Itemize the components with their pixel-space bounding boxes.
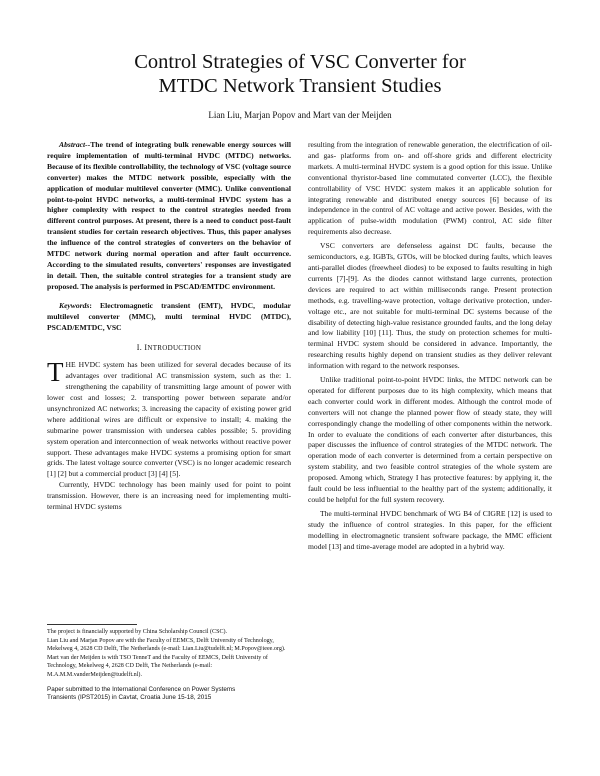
keywords-text: : Electromagnetic transient (EMT), HVDC, modular multilevel converter (MMC), multi terminal HVDC (MTDC), PSCAD/EMTDC, VSC — [47, 300, 291, 332]
footnote-divider — [47, 624, 137, 625]
right-paragraph-1: resulting from the integration of renewable generation, the electrification of oil- and gas- platforms from on- and off-shore grids and different electricity markets. A multi-terminal HVDC system is a good option for this issue. Unlike conventional thyristor-based line commutated converter (LCC), the flexible controllability of VSC HVDC system makes it an applicable solution for integrating renewable and distributed energy sources [6] because of its independence in the control of AC voltage and active power. Besides, with the application of pulse-width modulation (PWM) control, AC side filter requirements also decrease. — [308, 140, 552, 237]
section-first-letter: I — [144, 343, 148, 353]
abstract — [47, 140, 291, 293]
drop-cap: T — [47, 357, 64, 388]
intro-paragraph-1 — [47, 357, 291, 480]
abstract-text: The trend of integrating bulk renewable energy sources will require implementation of multi-terminal HVDC (MTDC) networks. Because of its flexible controllability, the technology of VSC (voltage source converter) makes the MTDC network possible, especially with the application of modular multilevel converter (MMC). Unlike conventional point-to-point HVDC networks, a multi-terminal HVDC system has a higher complexity with respect to the control strategies needed from different control purposes. At present, there is a need to conduct post-fault transient studies for certain research objectives. Thus, this paper analyses the influence of the control strategies of converters on the behavior of MTDC network during normal operation and after fault occurrence. According to the simulated results, converters' responses are investigated in detail. Then, the suitable control strategies for a transient study are proposed. The analysis is performed in PSCAD/EMTDC environment. — [47, 140, 291, 291]
footnotes — [47, 628, 291, 702]
footnote-authors-1: Lian Liu and Marjan Popov are with the Faculty of EEMCS, Delft University of Technology, Mekelweg 4, 2628 CD Delft, The Netherlands (e-mail: Lian.Liu@tudelft.nl; M.Popov@ieee.org). — [47, 637, 286, 653]
abstract-label: Abstract-- — [59, 140, 91, 149]
section-number: I. — [136, 343, 143, 353]
left-column — [47, 140, 291, 513]
author-list: Lian Liu, Marjan Popov and Mart van der Meijden — [208, 110, 392, 120]
paper-title — [40, 50, 560, 98]
footnote-authors-2: Mart van der Meijden is with TSO TenneT and the Faculty of EEMCS, Delft University of Technology, Mekelweg 4, 2628 CD Delft, The Netherlands (e-mail: M.A.M.M.vanderMeijden@tudelft.nl). — [47, 654, 268, 678]
submission-line-1: Paper submitted to the International Conference on Power Systems — [47, 685, 236, 693]
title-line-2: MTDC Network Transient Studies — [158, 75, 442, 97]
submission-line-2: Transients (IPST2015) in Cavtat, Croatia June 15-18, 2015 — [47, 693, 212, 701]
right-paragraph-3: Unlike traditional point-to-point HVDC links, the MTDC network can be operated for different purposes due to its high complexity, which means that each converter could work in different modes. Although the control mode of converters will not change the planned power flow of steady state, they will correspondingly change the modelling of other components within the network. In order to evaluate the conditions of each converter after disturbances, this paper discusses the influence of control strategies of the MTDC network. The operation mode of each converter is determined from a certain perspective on system stability, and two feasible control strategies of the whole system are proposed. Among which, Strategy I has protective features: by applying it, the fault could be less influential to the healthy part of the system; additionally, it could be helpful for the full system recovery. — [308, 375, 552, 504]
section-heading-introduction — [47, 343, 291, 354]
keywords — [47, 301, 291, 334]
section-rest: NTRODUCTION — [147, 344, 202, 353]
right-paragraph-4: The multi-terminal HVDC benchmark of WG B4 of CIGRE [12] is used to study the influence of control strategies. In this paper, for the efficient modelling in electromagnetic transient software package, the MMC efficient model [13] and time-average model are adopted in a hybrid way. — [308, 508, 552, 551]
intro-paragraph-2: Currently, HVDC technology has been mainly used for point to point transmission. However, there is an increasing need for implementing multi-terminal HVDC systems — [47, 480, 291, 512]
keywords-label: Keywords — [59, 300, 90, 310]
right-paragraph-2: VSC converters are defenseless against DC faults, because the semiconductors, e.g. IGBTs, GTOs, will be blocked during faults, which leaves anti-parallel diodes (freewheel diodes) to be exposed to faults resulting in high currents [7]-[9]. As the diodes cannot withstand large currents, protection devices are required to act within milliseconds range. Present protection methods, e.g. travelling-wave protection, voltage derivative protection, under-voltage etc., are not suitable for multi-terminal DC systems because of the disability of detecting high-value resistance grounded faults, and the long delay and low liability [10] [11]. Thus, the study on protection schemes for multi-terminal HVDC system should be considered in advance. Importantly, the researching results highly depend on transient studies as they deliver relevant information with regard to the network responses. — [308, 241, 552, 371]
right-column — [308, 140, 552, 553]
intro-paragraph-1-text: HE HVDC system has been utilized for several decades because of its advantages over traditional AC transmission system, such as the: 1. strengthening the capability of transmitting large amount of power with lower cost and losses; 2. transporting power between separate and/or unsynchronized AC networks; 3. increasing the capacity of existing power grid where additional wires are difficult or expensive to install; 4. making the submarine power transmission with undersea cables possible; 5. providing system operation and interconnection of weak networks without reactive power support. These advantages make HVDC systems a promising option for smart grids. The latest voltage source converter (VSC) is no longer academic research [1] [2] but a commercial product [3] [4] [5]. — [47, 360, 291, 479]
submission-note — [47, 686, 291, 703]
title-line-1: Control Strategies of VSC Converter for — [134, 51, 466, 73]
footnote-funding: The project is financially supported by China Scholarship Council (CSC). — [47, 629, 228, 635]
